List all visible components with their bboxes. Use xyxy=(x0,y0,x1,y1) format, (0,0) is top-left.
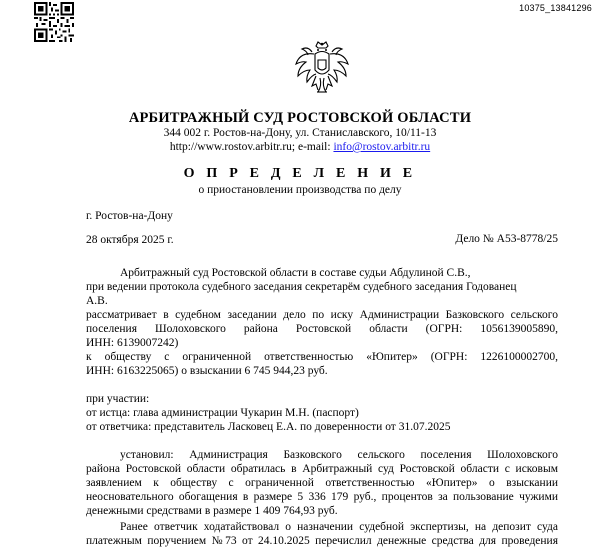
intro-line: при ведении протокола судебного заседания секретарём судебного заседания Годованец xyxy=(86,281,517,293)
intro-line: поселения Шолоховского района Ростовской области (ОГРН: 1056139005890, xyxy=(86,323,558,335)
participation-line: от истца: глава администрации Чукарин М.Н. (паспорт) xyxy=(86,407,359,419)
court-contacts xyxy=(0,141,600,153)
established-line: денежными средствами в размере 1 409 764,93 руб. xyxy=(86,505,338,517)
russian-coat-of-arms-icon xyxy=(294,38,350,100)
court-web-text: http://www.rostov.arbitr.ru; e-mail: xyxy=(169,141,334,153)
court-name: АРБИТРАЖНЫЙ СУД РОСТОВСКОЙ ОБЛАСТИ xyxy=(128,110,472,126)
intro-line: к обществу с ограниченной ответственностью «Юпитер» (ОГРН: 1226100002700, xyxy=(86,351,558,363)
document-type: О П Р Е Д Е Л Е Н И Е xyxy=(183,166,417,181)
intro-line: А.В. xyxy=(86,295,108,307)
document-city: г. Ростов-на-Дону xyxy=(86,210,173,222)
intro-line: ИНН: 6163225065) о взыскании 6 745 944,23 руб. xyxy=(86,365,328,377)
document-subject: о приостановлении производства по делу xyxy=(198,184,402,196)
established-line: района Ростовской области обратилась в Арбитражный суд Ростовской области с исковым xyxy=(86,463,558,475)
participation-line: от ответчика: представитель Ласковец Е.А. по доверенности от 31.07.2025 xyxy=(86,421,451,433)
qr-code-icon xyxy=(34,2,74,42)
document-id: 10375_13841296 xyxy=(519,3,592,13)
participation-line: при участии: xyxy=(86,393,150,405)
earlier-line: Ранее ответчик ходатайствовал о назначении судебной экспертизы, на депозит суда xyxy=(120,521,558,533)
earlier-line: платежным поручением №73 от 24.10.2025 перечислил денежные средства для проведения xyxy=(86,535,558,547)
established-line: заявлением к обществу с ограниченной ответственностью «Юпитер» о взыскании xyxy=(86,477,558,489)
intro-line: Арбитражный суд Ростовской области в составе судьи Абдулиной С.В., xyxy=(120,267,471,279)
intro-line: ИНН: 6139007242) xyxy=(86,337,179,349)
court-address: 344 002 г. Ростов-на-Дону, ул. Станиславского, 10/11-13 xyxy=(163,127,437,139)
case-number: Дело № А53-8778/25 xyxy=(455,233,558,245)
document-date: 28 октября 2025 г. xyxy=(86,234,174,246)
email-link[interactable]: info@rostov.arbitr.ru xyxy=(333,141,431,153)
intro-line: рассматривает в судебном заседании дело по иску Администрации Базковского сельского xyxy=(86,309,558,321)
established-line: установил: Администрация Базковского сельского поселения Шолоховского xyxy=(120,449,558,461)
established-line: неосновательного обогащения в размере 5 336 179 руб., процентов за пользование чужими xyxy=(86,491,558,503)
